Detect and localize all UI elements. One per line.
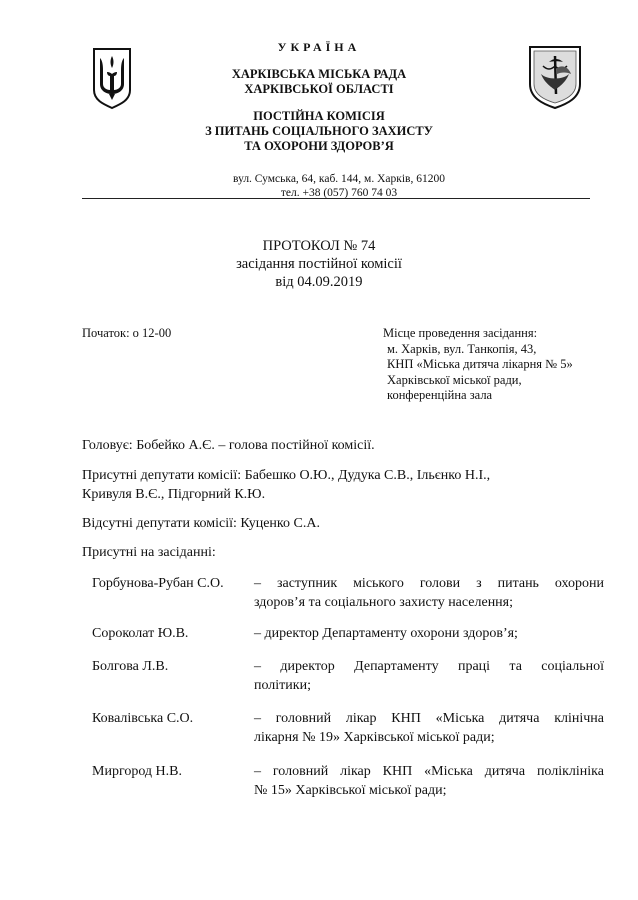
attendee-position: – заступник міського голови з питань охорони здоров’я та соціального захисту населення;	[254, 576, 604, 610]
commission-name-line3: ТА ОХОРОНИ ЗДОРОВ’Я	[244, 139, 394, 153]
attendee-name: Болгова Л.В.	[92, 659, 169, 674]
attendee-position: – головний лікар КНП «Міська дитяча поліклініка № 15» Харківської міської ради;	[254, 764, 604, 798]
meeting-start: Початок: о 12-00	[82, 326, 172, 340]
attendee-name: Миргород Н.В.	[92, 764, 183, 779]
attendee-position: – директор Департаменту праці та соціальної політики;	[254, 659, 604, 693]
council-name-line1: ХАРКІВСЬКА МІСЬКА РАДА	[231, 67, 407, 81]
commission-name-line1: ПОСТІЙНА КОМІСІЯ	[253, 109, 385, 123]
header-divider	[82, 198, 590, 199]
commission-name-line2: З ПИТАНЬ СОЦІАЛЬНОГО ЗАХИСТУ	[205, 124, 433, 138]
present-deputies	[82, 466, 602, 504]
document-header	[0, 40, 638, 200]
protocol-subtitle: засідання постійної комісії	[236, 256, 402, 272]
attendee-position: – головний лікар КНП «Міська дитяча клінічна лікарня № 19» Харківської міської ради;	[254, 711, 604, 745]
country-name: УКРАЇНА	[277, 40, 361, 54]
chair-line: Головує: Бобейко А.Є. – голова постійної комісії.	[82, 438, 375, 453]
absent-deputies: Відсутні депутати комісії: Куценко С.А.	[82, 516, 320, 531]
protocol-title	[0, 237, 638, 291]
present-deputies-line2: Кривуля В.Є., Підгорний К.Ю.	[82, 487, 266, 502]
venue-line: м. Харків, вул. Танкопія, 43,	[387, 341, 537, 356]
protocol-number: ПРОТОКОЛ № 74	[262, 238, 376, 254]
venue-line: конференційна зала	[387, 388, 493, 402]
attendee-name: Ковалівська С.О.	[92, 711, 194, 726]
council-name-line2: ХАРКІВСЬКОЇ ОБЛАСТІ	[244, 82, 394, 96]
present-deputies-line1: Присутні депутати комісії: Бабешко О.Ю., Дудука С.В., Ільєнко Н.І.,	[82, 468, 491, 483]
protocol-date: від 04.09.2019	[275, 274, 363, 290]
attendee-name: Горбунова-Рубан С.О.	[92, 576, 224, 591]
attendee-position: – директор Департаменту охорони здоров’я;	[254, 626, 518, 641]
address: вул. Сумська, 64, каб. 144, м. Харків, 61200	[233, 173, 445, 185]
attendee-name: Сороколат Ю.В.	[92, 626, 189, 641]
venue-line: Харківської міської ради,	[387, 372, 522, 387]
meeting-venue	[383, 326, 573, 404]
venue-label: Місце проведення засідання:	[383, 326, 538, 340]
venue-line: КНП «Міська дитяча лікарня № 5»	[387, 357, 573, 371]
attendees-label: Присутні на засіданні:	[82, 545, 216, 560]
phone: тел. +38 (057) 760 74 03	[280, 187, 398, 199]
